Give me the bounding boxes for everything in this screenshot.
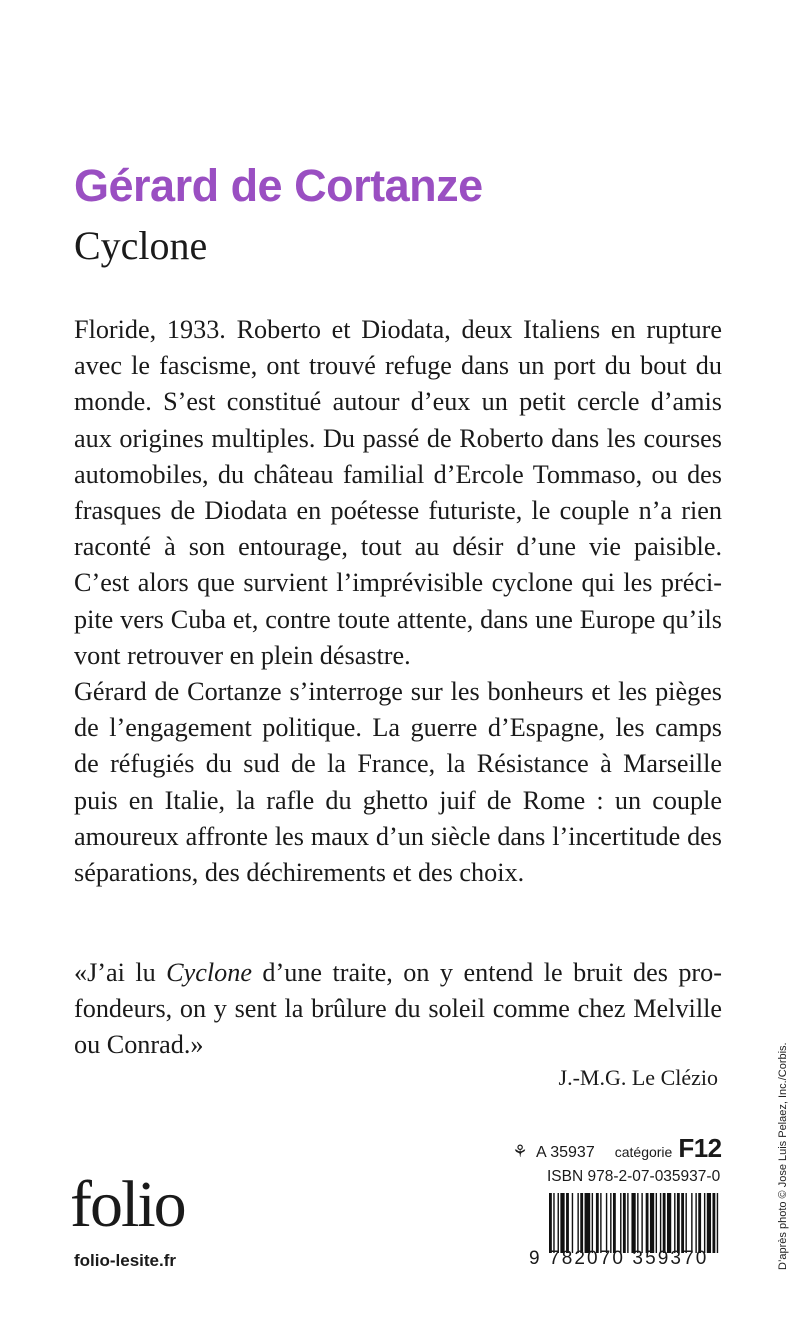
category-value: F12 <box>678 1133 722 1163</box>
publisher-mark-icon: ⚘ <box>512 1142 528 1161</box>
catalog-info <box>510 1133 722 1186</box>
quote-text: d’une traite, on y entend le bruit des profondeurs, on y sent la brûlure du soleil comme chez Melville ou Conrad.» <box>74 958 722 1060</box>
photo-credit: D’après photo © Jose Luis Pelaez, Inc./Corbis. <box>777 1042 789 1270</box>
folio-logo: folio <box>70 1168 185 1241</box>
blurb-paragraph: Floride, 1933. Roberto et Diodata, deux Italiens en rupture avec le fascisme, ont trouvé refuge dans un port du bout du monde. S’est constitué autour d’eux un petit cercle d’amis aux origines multiples. Du passé de Roberto dans les courses automobiles, du château familial d’Ercole Tommaso, ou des frasques de Diodata en poétesse futuriste, le couple n’a rien raconté à son entourage, tout au désir d’une vie paisible. C’est alors que survient l’imprévisible cyclone qui les précipite vers Cuba et, contre toute attente, dans une Europe qu’ils vont retrouver en plein désastre. <box>74 315 722 670</box>
quote-opening: «J’ai lu <box>74 958 167 987</box>
quote-attribution: J.-M.G. Le Clézio <box>558 1065 718 1090</box>
category-label: catégorie <box>614 1144 673 1160</box>
catalog-reference-line <box>510 1133 722 1164</box>
isbn-number: ISBN 978-2-07-035937-0 <box>547 1168 721 1185</box>
barcode-digits: 9 782070 359370 <box>529 1248 709 1269</box>
author-name: Gérard de Cortanze <box>74 160 483 211</box>
catalog-reference: A 35937 <box>536 1144 595 1161</box>
publisher-website: folio-lesite.fr <box>74 1251 177 1270</box>
blurb-paragraph: Gérard de Cortanze s’interroge sur les bonheurs et les pièges de l’engagement politique. La guerre d’Espagne, les camps de réfugiés du sud de la France, la Résistance à Marseille puis en Italie, la rafle du ghetto juif de Rome : un couple amoureux affronte les maux d’un siècle dans l’incertitude des séparations, des déchirements et des choix. <box>74 677 722 888</box>
review-quote <box>74 955 722 1064</box>
barcode-image <box>549 1193 721 1253</box>
book-title: Cyclone <box>74 223 208 268</box>
quote-title-emphasis: Cyclone <box>166 958 252 987</box>
back-cover-blurb <box>74 312 722 891</box>
